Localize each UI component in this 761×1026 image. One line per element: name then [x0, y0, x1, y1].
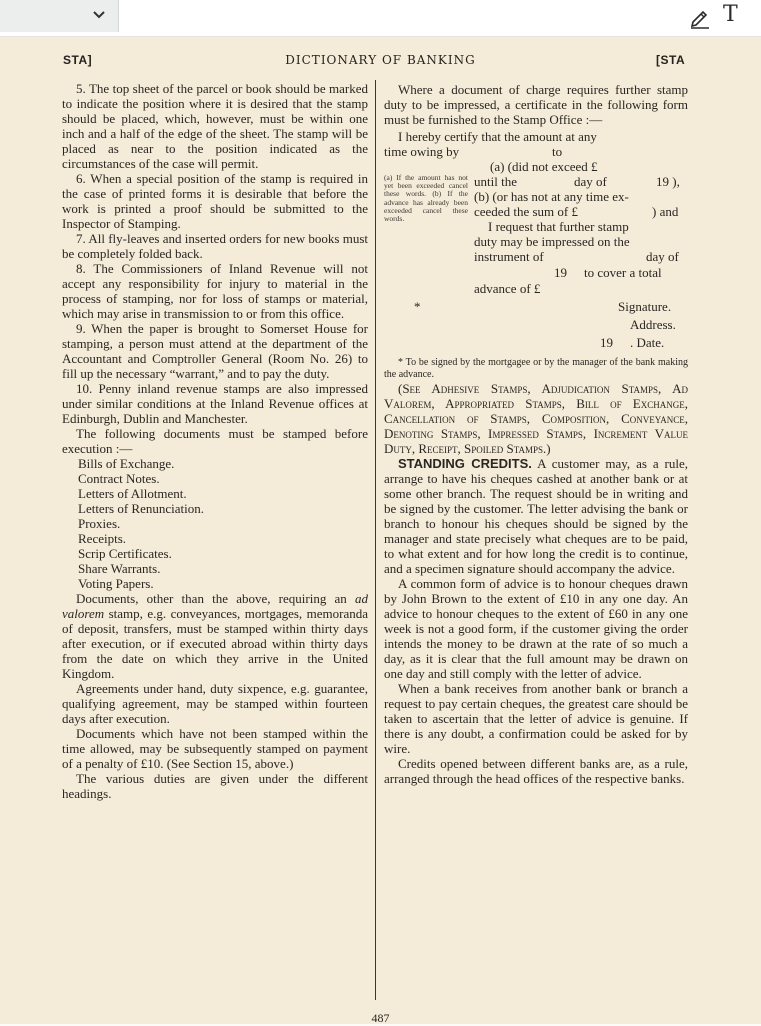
paragraph: 8. The Commissioners of Inland Revenue will not accept any responsibility for injury to material in the process of stamping, nor for loss of stamps or material, which may arise in transmission to or from this office. [62, 261, 368, 321]
paragraph: The various duties are given under the different headings. [62, 771, 368, 801]
paragraph: The following documents must be stamped before execution :— [62, 426, 368, 456]
paragraph: 10. Penny inland revenue stamps are also impressed under similar conditions at the Inland Revenue offices at Edinburgh, Dublin and Manchester. [62, 381, 368, 426]
right-column [384, 82, 688, 786]
running-head-title: DICTIONARY OF BANKING [285, 53, 476, 67]
certificate-form: I hereby certify that the amount at any time owing by to (a) (did not exceed £ (a) If the amount has not yet been exceeded cancel these words. (b) If the advance has already been exceeded cancel these words. until the day of 19 ), (b) (or has not at any time ex- ceeded the sum of £ ) and I request that further stamp duty may be impressed on the instrument of day of [384, 129, 680, 264]
paragraph: Credits opened between different banks are, as a rule, arranged through the head offices of the respective banks. [384, 756, 688, 786]
entry-heading: STANDING CREDITS. [398, 456, 532, 471]
footnote: * To be signed by the mortgagee or by the manager of the bank making the advance. [384, 357, 688, 380]
paragraph: A common form of advice is to honour cheques drawn by John Brown to the extent of £10 in any one day. An advice to honour cheques to the extent of £60 in any one week is not a good form, if the customer giving the order intends the money to be drawn at the rate of so much a day, as it is clear that the full amount may be drawn on one day and still comply with the letter of advice. [384, 576, 688, 681]
paragraph: Agreements under hand, duty sixpence, e.g. guarantee, qualifying agreement, may be stamped within fourteen days after execution. [62, 681, 368, 726]
list-item: Letters of Renunciation. [78, 501, 204, 516]
paragraph: When a bank receives from another bank or branch a request to pay certain cheques, the greatest care should be taken to ascertain that the letter of advice is genuine. If there is any doubt, a confirmation could be asked for by wire. [384, 681, 688, 756]
list-item: Share Warrants. [78, 561, 161, 576]
viewer-toolbar [0, 0, 761, 37]
list-item: Letters of Allotment. [78, 486, 187, 501]
paragraph: 6. When a special position of the stamp is required in the case of printed forms it is desirable that before the work is printed a proof should be submitted to the Inspector of Stamping. [62, 171, 368, 231]
list-item: Receipts. [78, 531, 127, 546]
list-item: Voting Papers. [78, 576, 154, 591]
pen-icon[interactable] [689, 7, 711, 29]
column-divider [375, 80, 376, 1000]
running-head-right: [STA [656, 53, 686, 67]
chevron-down-icon[interactable] [93, 11, 105, 19]
entry-standing-credits: STANDING CREDITS. A customer may, as a rule, arrange to have his cheques cashed at another bank or at some other branch. The request should be in writing and be signed by the customer. The letter advising the bank or branch to honour his cheques should be signed by the manager and state precisely what cheques are to be paid, to what extent and for how long the credit is to continue, and a specimen signature should accompany the advice. [384, 456, 688, 576]
page-number: 487 [371, 1011, 390, 1025]
running-head-left: STA] [63, 53, 93, 67]
list-item: Contract Notes. [78, 471, 160, 486]
list-item: Scrip Certificates. [78, 546, 172, 561]
list-item: Proxies. [78, 516, 121, 531]
margin-note: (a) If the amount has not yet been exceeded cancel these words. (b) If the advance has already been exceeded cancel these words. [384, 173, 468, 224]
paragraph: 5. The top sheet of the parcel or book should be marked to indicate the position where it is desired that the stamp should be placed, which, however, must be within one inch and a half of the edge of the sheet. The stamp will be placed as near to the position indicated as the circumstances of the case will permit. [62, 81, 368, 171]
certificate-form-lower: 19 to cover a total advance of £ * Signature. Address. 19 . Date. [414, 265, 676, 350]
left-column [62, 81, 368, 801]
list-item: Bills of Exchange. [78, 456, 175, 471]
view-dropdown[interactable] [0, 0, 119, 32]
cross-references: (See Adhesive Stamps, Adjudication Stamps, Ad Valorem, Appropriated Stamps, Bill of Exchange, Cancellation of Stamps, Composition, Conveyance, Denoting Stamps, Impressed Stamps, Increment Value Duty, Receipt, Spoiled Stamps.) [384, 381, 688, 456]
paragraph: 7. All fly-leaves and inserted orders for new books must be completely folded back. [62, 231, 368, 261]
paragraph: 9. When the paper is brought to Somerset House for stamping, a person must attend at the department of the Accountant and Comptroller General (Room No. 26) to fill up the necessary “warrant,” and to pay the duty. [62, 321, 368, 381]
text-tool-icon[interactable]: T [723, 2, 738, 27]
paragraph: Where a document of charge requires further stamp duty to be impressed, a certificate in the following form must be furnished to the Stamp Office :— [384, 82, 688, 127]
paragraph: Documents which have not been stamped within the time allowed, may be subsequently stamped on payment of a penalty of £10. (See Section 15, above.) [62, 726, 368, 771]
paragraph: Documents, other than the above, requiring an ad valorem stamp, e.g. conveyances, mortgages, memoranda of deposit, transfers, must be stamped within thirty days after execution, or if executed abroad within thirty days from the date on which they arrive in the United Kingdom. [62, 591, 369, 681]
